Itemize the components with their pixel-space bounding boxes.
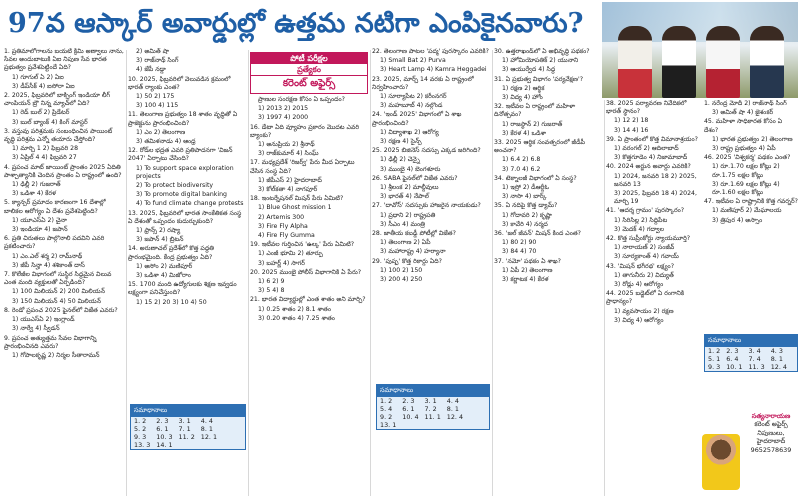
question-option: 3) తమిళనాడు 4) ఆంధ్ర [136, 138, 196, 146]
question-option: 1) సూర్యాపేట 2) కరీంనగర్ [380, 93, 447, 101]
question-option: 1) హోమియోపతిక్ 2) యునాని [502, 57, 579, 65]
answer-cell: 8. 1 [770, 355, 783, 363]
author-phone: 9652578639 [750, 445, 792, 454]
question-text: 16. డేటా ఏది వ్యూహం ప్రకారం మొదట ఎవరి బ్యాంకు? [250, 123, 360, 139]
photo-person [662, 26, 696, 98]
question-option: 1) రాజస్థాన్ 2) గుజరాత్ [502, 120, 563, 128]
answer-cell: 10. 4 [402, 413, 419, 421]
answer-cell: 13. 1 [380, 421, 397, 429]
answer-cell: 7. 1 [178, 425, 191, 433]
question-option: 2) Artemis 300 [258, 213, 305, 221]
question-text: 5. క్యాన్సర్ ప్రమాదం కారణంగా 16 దేశాల్లో బాలికల ఆరోగ్యం ఏ దేశం ప్రవేశపెట్టింది? [4, 199, 106, 215]
question-text: 14. అరుణాచల్ ప్రదేశ్‌లో కొత్త పద్ధతి ప్రారంభమైంది. కేంద్ర ప్రభుత్వం ఏది? [128, 245, 215, 261]
question-option: 3) 14 4) 16 [614, 126, 649, 134]
answer-cell: 2. 3 [402, 397, 415, 405]
question-text: 45. మహిళా సాధికారత కోసం ఏ దేశం? [704, 118, 783, 134]
question-text: 41. 'ఆదర్శ గ్రామం' పురస్కారం? [606, 207, 685, 215]
answer-cell: 4. 4 [446, 397, 459, 405]
answer-cell: 2. 3 [156, 417, 169, 425]
question-option: ప్రాణుల సంరక్షణ కోసం ఏ ఒప్పందం? [258, 96, 345, 103]
question-option: 3) బుల్ బ్యాంక్ 4) కింగ్ మాస్టర్ [12, 118, 88, 126]
answer-cell: 10. 3 [156, 433, 173, 441]
question-text: 20. 2025 ముంబై పోలీస్ విభాగానికి ఏ పేరు? [250, 268, 362, 276]
question-text: 11. తెలంగాణ ప్రభుత్వం 18 శాతం వృద్ధితో ఏ ప్రాజెక్టును ప్రారంభించింది? [128, 111, 238, 127]
question-option: 3) మెదక్ 4) గద్వాల [614, 225, 665, 233]
question-option: 4) To fund climate change protests [136, 200, 244, 208]
question-text: 21. భారత విద్యార్థుల్లో ఎంత శాతం అని మార్చి? [250, 296, 366, 304]
question-text: 4. ప్రపంచ మాట్ జాయింట్ ప్రాంతం 2025 ఏదితి పాశ్చాత్యానికి చెందిన ప్రాంతం ఏ రాష్ట్రంలో ఉంది? [4, 163, 122, 179]
question-column-6 [606, 100, 700, 496]
answer-cell [198, 441, 220, 449]
question-column-1 [4, 48, 124, 496]
question-option: 3) ఆయుర్వేద 4) సిద్ధ [502, 66, 556, 74]
answer-cell: 14. 1 [156, 441, 173, 449]
question-option: 3) రాజ్‌నాథ్ సింగ్ [136, 57, 179, 65]
question-text: 7. కొలేజీల విభాగంలో సుస్థిర సిద్ధమైన విలువ ఎంత మంది వ్యక్తులతో ఏర్పడింది? [4, 271, 112, 287]
question-text: 23. 2025, మార్చ్ 14 వరకు ఏ రాష్ట్రంలో నిర్వహించారు? [372, 75, 474, 91]
question-option: 1) రూ.1.70 లక్షల కోట్లు 2) రూ.1.75 లక్షల కోట్లు [712, 163, 780, 179]
answer-cell: 6. 1 [156, 425, 169, 433]
question-column-7 [704, 100, 798, 328]
question-option: 3) 2025, ఫిబ్రవరి 18 4) 2024, మార్చి 19 [614, 190, 697, 206]
answer-key-title: సమాధానాలు [131, 405, 245, 417]
question-option: 3) సూర్యకాంత్ 4) గవాయ్ [614, 253, 679, 261]
question-column-5 [494, 48, 602, 496]
question-text: 34. టెక్నాలజీ విభాగంలో ఏ సంస్థ? [494, 174, 577, 182]
answer-cell: 3. 1 [424, 397, 437, 405]
answer-cell: 10. 1 [726, 363, 743, 371]
answer-cell: 8. 1 [446, 405, 459, 413]
answer-key-left [130, 404, 246, 450]
question-option: 3) భారత్ 4) నేపాల్ [380, 193, 429, 201]
question-text: 33. 2025 ఆర్థిక సంవత్సరంలో జీడీపీ అంచనా? [494, 139, 586, 155]
answer-cell: 7. 4 [748, 355, 761, 363]
question-text: 31. ఏ ప్రభుత్వ విభాగం 'పర్యవేక్షణ'? [494, 75, 584, 83]
question-text: 12. రోడ్‌ల భద్రత ఎవరి ప్రతిపాదనగా 'విజన్ 2047' ఏర్పాటు చేసింది? [128, 147, 233, 163]
question-option: 3) రాజ్‌కుమార్ 4) సింఘ్ [258, 150, 319, 158]
question-option: 3) కర్ణాటక 4) కేరళ [502, 276, 549, 284]
question-option: 3) కొత్తగూడెం 4) నిజామాబాద్ [614, 154, 688, 162]
answer-key-title: సమాధానాలు [705, 335, 797, 347]
answer-cell: 9. 2 [380, 413, 393, 421]
question-option: 3) 100 4) 115 [136, 102, 179, 110]
question-option: 3) ఒడిశా 4) మిజోరాం [136, 272, 191, 280]
question-text: 40. 2024 అర్జున అవార్డు ఎవరికి? [606, 163, 691, 171]
question-text: 15. 1700 మంది ఉద్యోగులకు శిక్షణ ఇవ్వడం లక్ష్యంగా పనిచేస్తుంది? [128, 281, 237, 297]
question-option: 1) గోదావరి 2) కృష్ణా [502, 211, 552, 219]
headline: 97వ ఆస్కార్ అవార్డుల్లో ఉత్తమ నటిగా ఎంపికైనవారు? [8, 8, 584, 39]
question-option: 1) ఢిల్లీ 2) గుజరాత్ [12, 181, 61, 189]
question-option: 3) 1997 4) 2000 [258, 114, 309, 122]
answer-cell: 11. 1 [424, 413, 441, 421]
answer-cell: 3. 4 [748, 347, 761, 355]
photo-person [706, 26, 740, 98]
question-option: 1) To support space exploration projects [136, 164, 234, 180]
answer-cell: 5. 4 [380, 405, 393, 413]
question-text: 8. రెండో ప్రపంచ 2025 ఫైనల్‌లో విజేత ఎవరు? [4, 306, 118, 314]
question-option: 1) 100 2) 150 [380, 266, 423, 274]
question-option: 1) తెలంగాణ 2) ఏపీ [380, 239, 431, 247]
question-option: 1) నారాయణ్ 2) సంజీవ్ [614, 244, 675, 252]
question-option: 1) 15 2) 20 3) 10 4) 50 [136, 298, 207, 306]
question-option: 1) రక్షణ 2) ఆర్థిక [502, 84, 545, 92]
question-option: 3) ఒడిశా 4) కేరళ [12, 190, 57, 198]
question-text: 38. 2025 పర్యావరణ నివేదికలో భారత్ స్థానం? [606, 100, 687, 116]
question-text: 17. మధ్యప్రదేశ్ 'రిజర్వ్' పేరు మీద ఏర్పాటు చేసిన సంస్థ ఏది? [250, 159, 355, 175]
author-info [744, 412, 798, 454]
question-option: 1) ఫ్రాన్స్ 2) రష్యా [136, 227, 181, 235]
question-option: 3) రాష్ట్ర ప్రభుత్వం 4) ఏపీ [712, 145, 776, 153]
answer-cell: 1. 2 [380, 397, 393, 405]
question-option: 3) 84 4) 70 [502, 248, 537, 256]
author-name: సత్యనారాయణ [751, 412, 791, 420]
question-text: 32. ఇటీవల ఏ రాష్ట్రంలో మహిళా దినోత్సవం? [494, 103, 576, 119]
question-text: 27. 'దావోస్' సదస్సుకు హాజరైన నాయకుడు? [372, 202, 481, 210]
question-option: 1) 6.4 2) 6.8 [502, 156, 541, 164]
question-column-3 [250, 96, 368, 496]
question-option: 3) రూ.1.69 లక్షల కోట్లు 4) రూ.1.60 లక్షల కోట్లు [712, 180, 780, 197]
question-text: 42. కొత్త సుప్రీంకోర్టు న్యాయమూర్తి? [606, 235, 691, 243]
answer-cell: 9. 3 [708, 363, 721, 371]
question-option: 3) 0.20 శాతం 4) 7.25 శాతం [258, 314, 335, 322]
question-option: 1) ప్రధాని 2) రాష్ట్రపతి [380, 211, 436, 219]
answer-cell: 4. 3 [770, 347, 783, 355]
question-option: 1) జీపీఎస్ 2) హైదరాబాద్ [258, 176, 322, 184]
answer-cell [176, 441, 198, 449]
question-option: 3) రోడ్లు 4) ఆరోగ్యం [614, 281, 664, 289]
banner-line-3: కరెంట్ అఫైర్స్ [251, 75, 367, 91]
answer-cell: 4. 4 [200, 417, 213, 425]
question-option: 3) ఏప్రిల్ 4 4) ఫిబ్రవరి 27 [12, 154, 77, 162]
question-option: 1) 2013 2) 2015 [258, 105, 309, 113]
question-option: 3) సీఎం 4) మంత్రి [380, 220, 426, 228]
question-option: 1) ఏపీ 2) తెలంగాణ [502, 266, 553, 274]
question-option: 1) వ్యవసాయం 2) రక్షణ [614, 307, 674, 315]
answer-key-right [704, 334, 798, 372]
question-text: 43. 'మిషన్ భగీరథ' లక్ష్యం? [606, 262, 674, 270]
answer-cell: 1. 2 [134, 417, 147, 425]
question-option: 3) రక్షణ 4) సైన్స్ [380, 138, 422, 146]
question-option: 3) 5 4) 8 [258, 287, 285, 295]
question-option: 3) ఇండియా 4) జపాన్ [12, 226, 68, 234]
question-text: 28. జాతీయ కబడ్డీ పోటీల్లో విజేత? [372, 230, 456, 238]
answer-cell: 6. 1 [402, 405, 415, 413]
question-text: 37. 'నమో' పథకం ఏ శాఖ? [494, 257, 561, 265]
question-option: 1) శ్రీలంక 2) మాల్దీవులు [380, 184, 439, 192]
question-option: 1) వరంగల్ 2) ఆదిలాబాద్ [614, 145, 679, 153]
question-option: 1) ఎం.ఎల్ శర్మ 2) రామ్‌నాథ్ [12, 252, 83, 260]
answer-cell: 9. 3 [134, 433, 147, 441]
question-option: 3) 7.0 4) 6.2 [502, 165, 541, 173]
answer-cell: 6. 4 [726, 355, 739, 363]
question-option: 3) To promote digital banking [136, 191, 227, 199]
answer-key-title: సమాధానాలు [377, 385, 489, 397]
answer-cell: 8. 1 [200, 425, 213, 433]
question-option: 3) మహబూబ్ 4) నల్గొండ [380, 102, 443, 110]
photo-person [618, 26, 652, 98]
question-text: 1. ప్రతిమాలోగాలను బయటి క్రిమి అణ్వాలు నాను, సేవల అందుబాటుకి ఏఐ నిపుణ సేవ భారత ప్రభుత్వం ప్రవేశపెట్టిందే ఏది? [4, 48, 124, 72]
question-option: 3) Heart Lamp 4) Kamra Heggadei [380, 66, 487, 74]
question-option: 1) తాగునీరు 2) విద్యుత్ [614, 271, 674, 279]
question-option: 1) అసోం 2) మణిపూర్ [136, 262, 193, 270]
question-option: 1) 2024, జనవరి 18 2) 2025, జనవరి 13 [614, 172, 697, 188]
question-text: 6. ప్రతి చిరుతలు పాల్గొనాలి పదవిని ఎవరి ప్రకటించారు? [4, 235, 105, 251]
answer-cell: 12. 4 [770, 363, 787, 371]
question-option: 1) 12 2) 18 [614, 117, 649, 125]
question-option: 3) జీపీ సిన్హా 4) శశికాంత్ దాస్ [12, 261, 85, 269]
question-option: 1) 0.25 శాతం 2) 8.1 శాతం [258, 305, 331, 313]
answer-key-middle [376, 384, 490, 430]
question-text: 35. ఏ నదిపై కొత్త డ్యామ్? [494, 202, 558, 210]
question-option: 1) గోపాలకృష్ణ 2) నిర్మల సీతారామన్ [12, 351, 100, 359]
answer-cell: 1. 2 [708, 347, 721, 355]
question-text: 30. ఉత్తరాఖండ్‌లో ఏ అభివృద్ధి పథకం? [494, 48, 590, 55]
answer-cell: 7. 2 [424, 405, 437, 413]
question-option: 1) మణిపూర్ 2) మేఘాలయ [712, 207, 782, 215]
question-text: 46. 2025 'విశ్వకర్మ' పథకం ఎంత? [704, 154, 791, 162]
question-option: 1) సిరిసిల్ల 2) సిద్దిపేట [614, 216, 668, 224]
question-option: 1) గూగుల్ ఏ 2) ఏఐ [12, 73, 64, 81]
question-option: 1) రెడ్ బుల్ 2) ప్రిడేటర్ [12, 109, 70, 117]
answer-cell: 3. 1 [178, 417, 191, 425]
question-option: 3) కోల్‌కతా 4) నాగపూర్ [258, 186, 318, 194]
author-card [700, 410, 798, 494]
question-option: 1) Small Bat 2) Purva [380, 57, 446, 65]
question-option: 3) బహర్ణ్ 4) సాగర్ [258, 259, 305, 267]
question-option: 1) మార్చి 1 2) ఫిబ్రవరి 28 [12, 145, 79, 153]
question-option: 3) త్రిపుర 4) అస్సాం [712, 216, 763, 224]
answer-cell: 5. 1 [708, 355, 721, 363]
question-text: 29. 'పుష్ప' కొత్త రికార్డు ఏది? [372, 257, 442, 265]
answer-cell [422, 421, 444, 429]
question-option: 3) 150 మిలియన్ 4) 50 మిలియన్ [12, 297, 101, 305]
question-text: 10. 2025, ఫిబ్రవరిలో వెలువడిన క్రమంలో భారత్ ర్యాంకు ఎంత? [128, 75, 231, 91]
answer-cell: 12. 4 [446, 413, 464, 421]
answer-cell [444, 421, 466, 429]
question-option: 3) 200 4) 250 [380, 276, 423, 284]
answer-cell: 13. 3 [134, 441, 151, 449]
question-option: 1) విద్యాశాఖ 2) ఆరోగ్య [380, 128, 439, 136]
question-option: 2) అమిత్ షా [136, 48, 169, 55]
banner-line-1: పోటీ పరీక్షల [251, 53, 367, 64]
question-option: 4) జేపీ నడ్డా [136, 66, 166, 74]
question-option: 1) అనుప్రియ 2) శ్రీనాథ్ [258, 141, 315, 149]
question-text: 25. 2025 బిజినెస్ సదస్సు ఎక్కడ జరిగింది? [372, 147, 481, 155]
question-text: 24. 'ఇండ్ 2025' విభాగంలో ఏ శాఖ ప్రారంభించింది? [372, 111, 462, 127]
author-role: కరెంట్ అఫైర్స్ నిపుణులు, హైదరాబాద్ [754, 420, 788, 446]
question-option: 1) Blue Ghost mission 1 [258, 204, 332, 212]
question-option: 1) యుఎస్ఏ 2) ఇంగ్లాండ్ [12, 316, 75, 324]
question-text: 18. ఇంటర్నేషనల్ మిషన్ పేరు ఏమిటి? [250, 195, 344, 203]
question-option: 1) భారత ప్రభుత్వం 2) తెలంగాణ [712, 135, 793, 143]
question-column-2 [128, 48, 246, 398]
question-option: 1) ఢిల్లీ 2) చెన్నై [380, 156, 420, 164]
question-option: 1) 80 2) 90 [502, 239, 537, 247]
answer-cell: 11. 3 [748, 363, 765, 371]
question-text: 2. 2025, ఫిబ్రవరిలో బాక్సింగ్ ఇండియా లీగ్ చాంపియన్ బ్రౌ నిన్న మ్యాచ్‌లో ఏది? [4, 92, 111, 108]
question-text: 39. ఏ ప్రాంతంలో కొత్త విమానాశ్రయం? [606, 135, 698, 143]
question-option: 3) Fire Fly Alpha [258, 222, 308, 230]
question-option: 1) ఎం 2) తెలంగాణ [136, 128, 186, 136]
question-text: 26. SABA ఫైనల్‌లో విజేత ఎవరు? [372, 174, 458, 182]
answer-cell: 11. 2 [178, 433, 195, 441]
question-option: 3) అమిత్ షా 4) జైశంకర్ [712, 109, 774, 117]
question-option: 3) ముంబై 4) బెంగళూరు [380, 165, 441, 173]
question-text: 44. 2025 బడ్జెట్‌లో ఏ రంగానికి ప్రాధాన్యం? [606, 290, 685, 306]
question-option: 3) కేరళ 4) ఒడిశా [502, 129, 547, 137]
question-text: 36. 'జల్ జీవన్' మిషన్ కింద ఎంత? [494, 230, 581, 238]
question-option: 3) నార్వే 4) స్వీడన్ [12, 325, 60, 333]
question-option: 1) 100 మిలియన్ 2) 200 మిలియన్ [12, 288, 105, 296]
answer-cell: 5. 2 [134, 425, 147, 433]
question-option: 1) యూఎస్ఏ 2) చైనా [12, 216, 67, 224]
photo-person [750, 26, 784, 98]
question-option: 3) విద్య 4) ఆరోగ్యం [614, 316, 664, 324]
question-option: 3) మహారాష్ట్ర 4) హర్యానా [380, 248, 446, 256]
question-text: 19. ఇటీవల గుర్తించిన 'ఉల్క' పేరు ఏమిటి? [250, 241, 355, 249]
question-option: 2) To protect biodiversity [136, 182, 214, 190]
question-option: 3) జపాన్ 4) బ్రిటన్ [136, 236, 184, 244]
answer-cell [399, 421, 421, 429]
question-option: 1) ఎంజీ భూమి 2) తూర్పు [258, 250, 323, 258]
question-option: 1) 50 2) 175 [136, 93, 175, 101]
question-text: 3. వస్తువు పరిశ్రమకు సంబంధించిన పాయింట్ వృద్ధి పరిశ్రమ ఎన్నో తయారు చేస్తోంది? [4, 127, 113, 144]
answer-cell: 2. 3 [726, 347, 739, 355]
question-option: 3) విద్య 4) హోం [502, 94, 543, 102]
question-option: 3) నాసా 4) బార్క్ [502, 193, 547, 201]
question-text: 47. ఇటీవల ఏ రాష్ట్రానికి కొత్త గవర్నర్? [704, 198, 798, 206]
question-text: 13. 2025, ఫిబ్రవరిలో భారత సాంకేతికత సంస్థ ఏ దేశంతో ఒప్పందం కుదుర్చుకుంది? [128, 209, 242, 225]
section-banner [250, 52, 368, 94]
question-text: 9. ప్రపంచ అత్యుత్తమ సేవల విభాగాన్ని ప్రారంభించినది ఎవరు? [4, 334, 97, 350]
question-option: 3) కావేరి 4) నర్మద [502, 220, 548, 228]
actress-photo [602, 2, 798, 98]
question-option: 4) Fire Fly Gumma [258, 232, 315, 240]
question-text: 22. తెలంగాణ పాటల 'పద్మ' పురస్కారం ఎవరికి? [372, 48, 489, 55]
banner-line-2: ప్రత్యేకం [297, 65, 321, 74]
question-option: 3) డీప్‌సీక్ 4) ఐసోరా ఏఐ [12, 82, 75, 90]
question-option: 1) 6 2) 9 [258, 278, 285, 286]
question-option: 1) ఇస్రో 2) డీఆర్డీఓ [502, 184, 549, 192]
question-text: 1. నరేంద్ర మోదీ 2) రాజ్‌నాథ్ సింగ్ [704, 100, 787, 107]
author-avatar [702, 434, 740, 490]
answer-cell: 12. 1 [200, 433, 218, 441]
